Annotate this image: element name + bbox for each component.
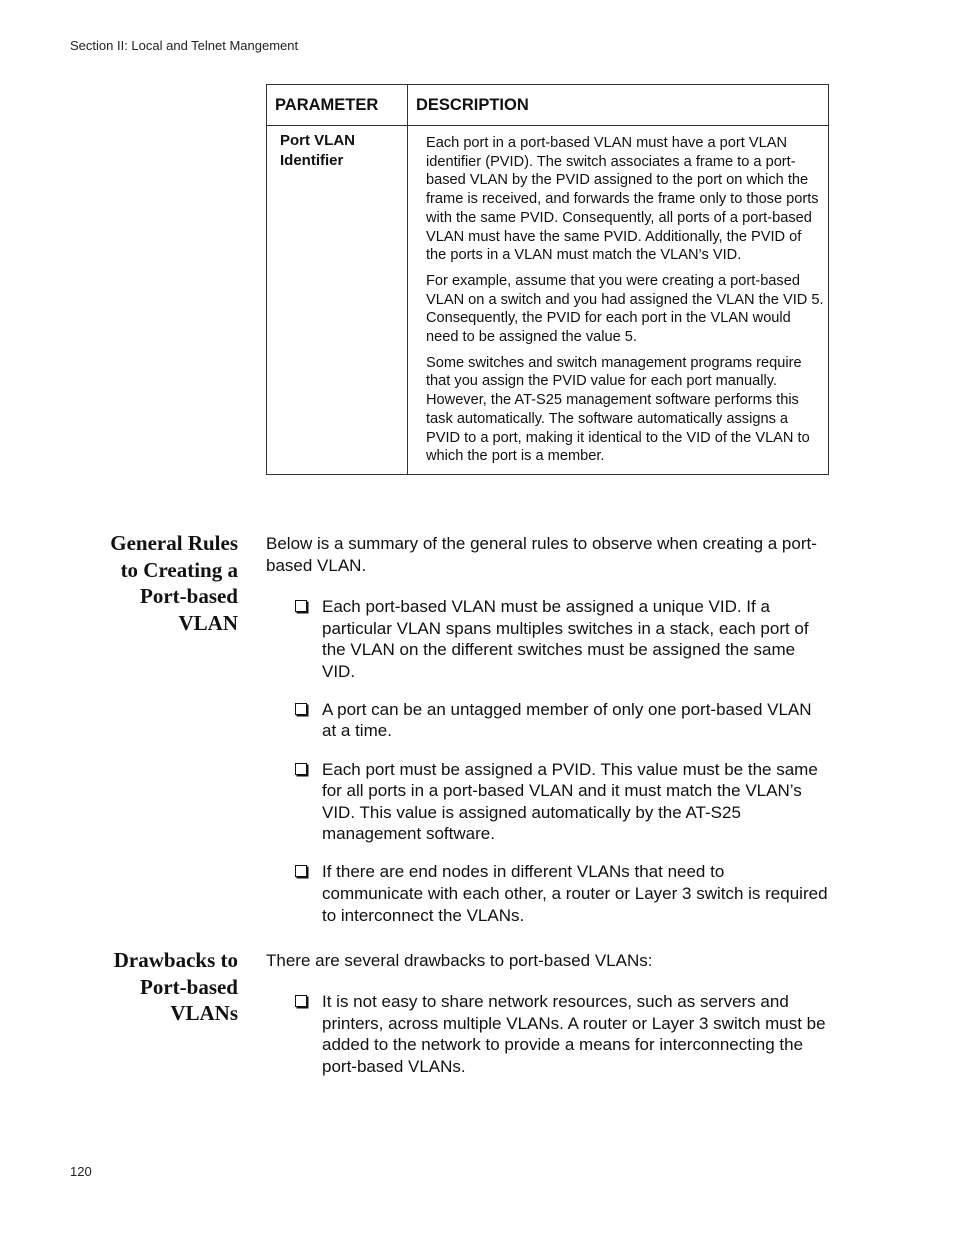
list-item — [294, 759, 830, 845]
parameter-name-line: Port VLAN — [280, 132, 355, 149]
parameter-table — [266, 84, 829, 475]
heading-line: General Rules — [110, 531, 238, 555]
checkbox-bullet-icon — [295, 995, 307, 1007]
list-item-text: A port can be an untagged member of only one port-based VLAN at a time. — [322, 699, 812, 741]
checkbox-bullet-icon — [295, 600, 307, 612]
heading-line: Drawbacks to — [113, 948, 238, 972]
checkbox-bullet-icon — [295, 865, 307, 877]
heading-line: Port-based — [140, 584, 238, 608]
table-header-row — [267, 85, 829, 126]
list-item-text: Each port must be assigned a PVID. This value must be the same for all ports in a port-based VLAN and it must match the VLAN’s VID. This value is assigned automatically by the AT-S25 management software. — [322, 759, 818, 844]
heading-line: VLANs — [170, 1001, 238, 1025]
page-number: 120 — [70, 1164, 92, 1179]
section-heading-drawbacks — [60, 947, 238, 1027]
description-paragraph: Each port in a port-based VLAN must have a port VLAN identifier (PVID). The switch associates a frame to a port-based VLAN by the PVID assigned to the port on which the frame is received, and forwards the frame only to those ports with the same PVID. Consequently, all ports of a port-based VLAN must have the same PVID. Additionally, the PVID of the ports in a VLAN must match the VLAN’s VID. — [426, 135, 819, 264]
list-item-text: It is not easy to share network resources, such as servers and printers, across multiple VLANs. A router or Layer 3 switch must be added to the network to provide a means for interconnecting the port-based VLANs. — [322, 992, 826, 1076]
description-paragraph: For example, assume that you were creating a port-based VLAN on a switch and you had assigned the VLAN the VID 5. Consequently, the PVID for each port in the VLAN would need to be assigned the value 5. — [426, 272, 824, 346]
heading-line: Port-based — [140, 974, 238, 999]
list-item — [294, 991, 830, 1077]
section-heading-general-rules — [60, 530, 238, 636]
list-item — [294, 861, 830, 926]
list-item — [294, 699, 830, 742]
drawbacks-list — [294, 991, 830, 1094]
general-rules-intro: Below is a summary of the general rules to observe when creating a port-based VLAN. — [266, 534, 817, 575]
checkbox-bullet-icon — [295, 703, 307, 715]
description-paragraph: Some switches and switch management programs require that you assign the PVID value for each port manually. However, the AT-S25 management software performs this task automatically. The software automatically assigns a PVID to a port, making it identical to the VID of the VLAN to which the port is a member. — [426, 354, 810, 465]
parameter-name-cell — [267, 126, 408, 475]
checkbox-bullet-icon — [295, 763, 307, 775]
list-item — [294, 596, 830, 682]
list-item-text: Each port-based VLAN must be assigned a unique VID. If a particular VLAN spans multiples switches in a stack, each port of the VLAN on the different switches must be assigned the same VID. — [322, 597, 809, 681]
running-header: Section II: Local and Telnet Mangement — [70, 38, 299, 53]
heading-line: to Creating a — [120, 557, 238, 582]
parameter-name-line: Identifier — [280, 152, 344, 169]
column-header-parameter: PARAMETER — [267, 85, 408, 126]
parameter-description-cell — [408, 126, 829, 475]
column-header-description: DESCRIPTION — [408, 85, 829, 126]
list-item-text: If there are end nodes in different VLANs that need to communicate with each other, a router or Layer 3 switch is required to interconnect the VLANs. — [322, 862, 828, 925]
drawbacks-intro: There are several drawbacks to port-based VLANs: — [266, 951, 653, 970]
table-row — [267, 126, 829, 475]
heading-line: VLAN — [178, 610, 238, 635]
general-rules-list — [294, 596, 830, 943]
